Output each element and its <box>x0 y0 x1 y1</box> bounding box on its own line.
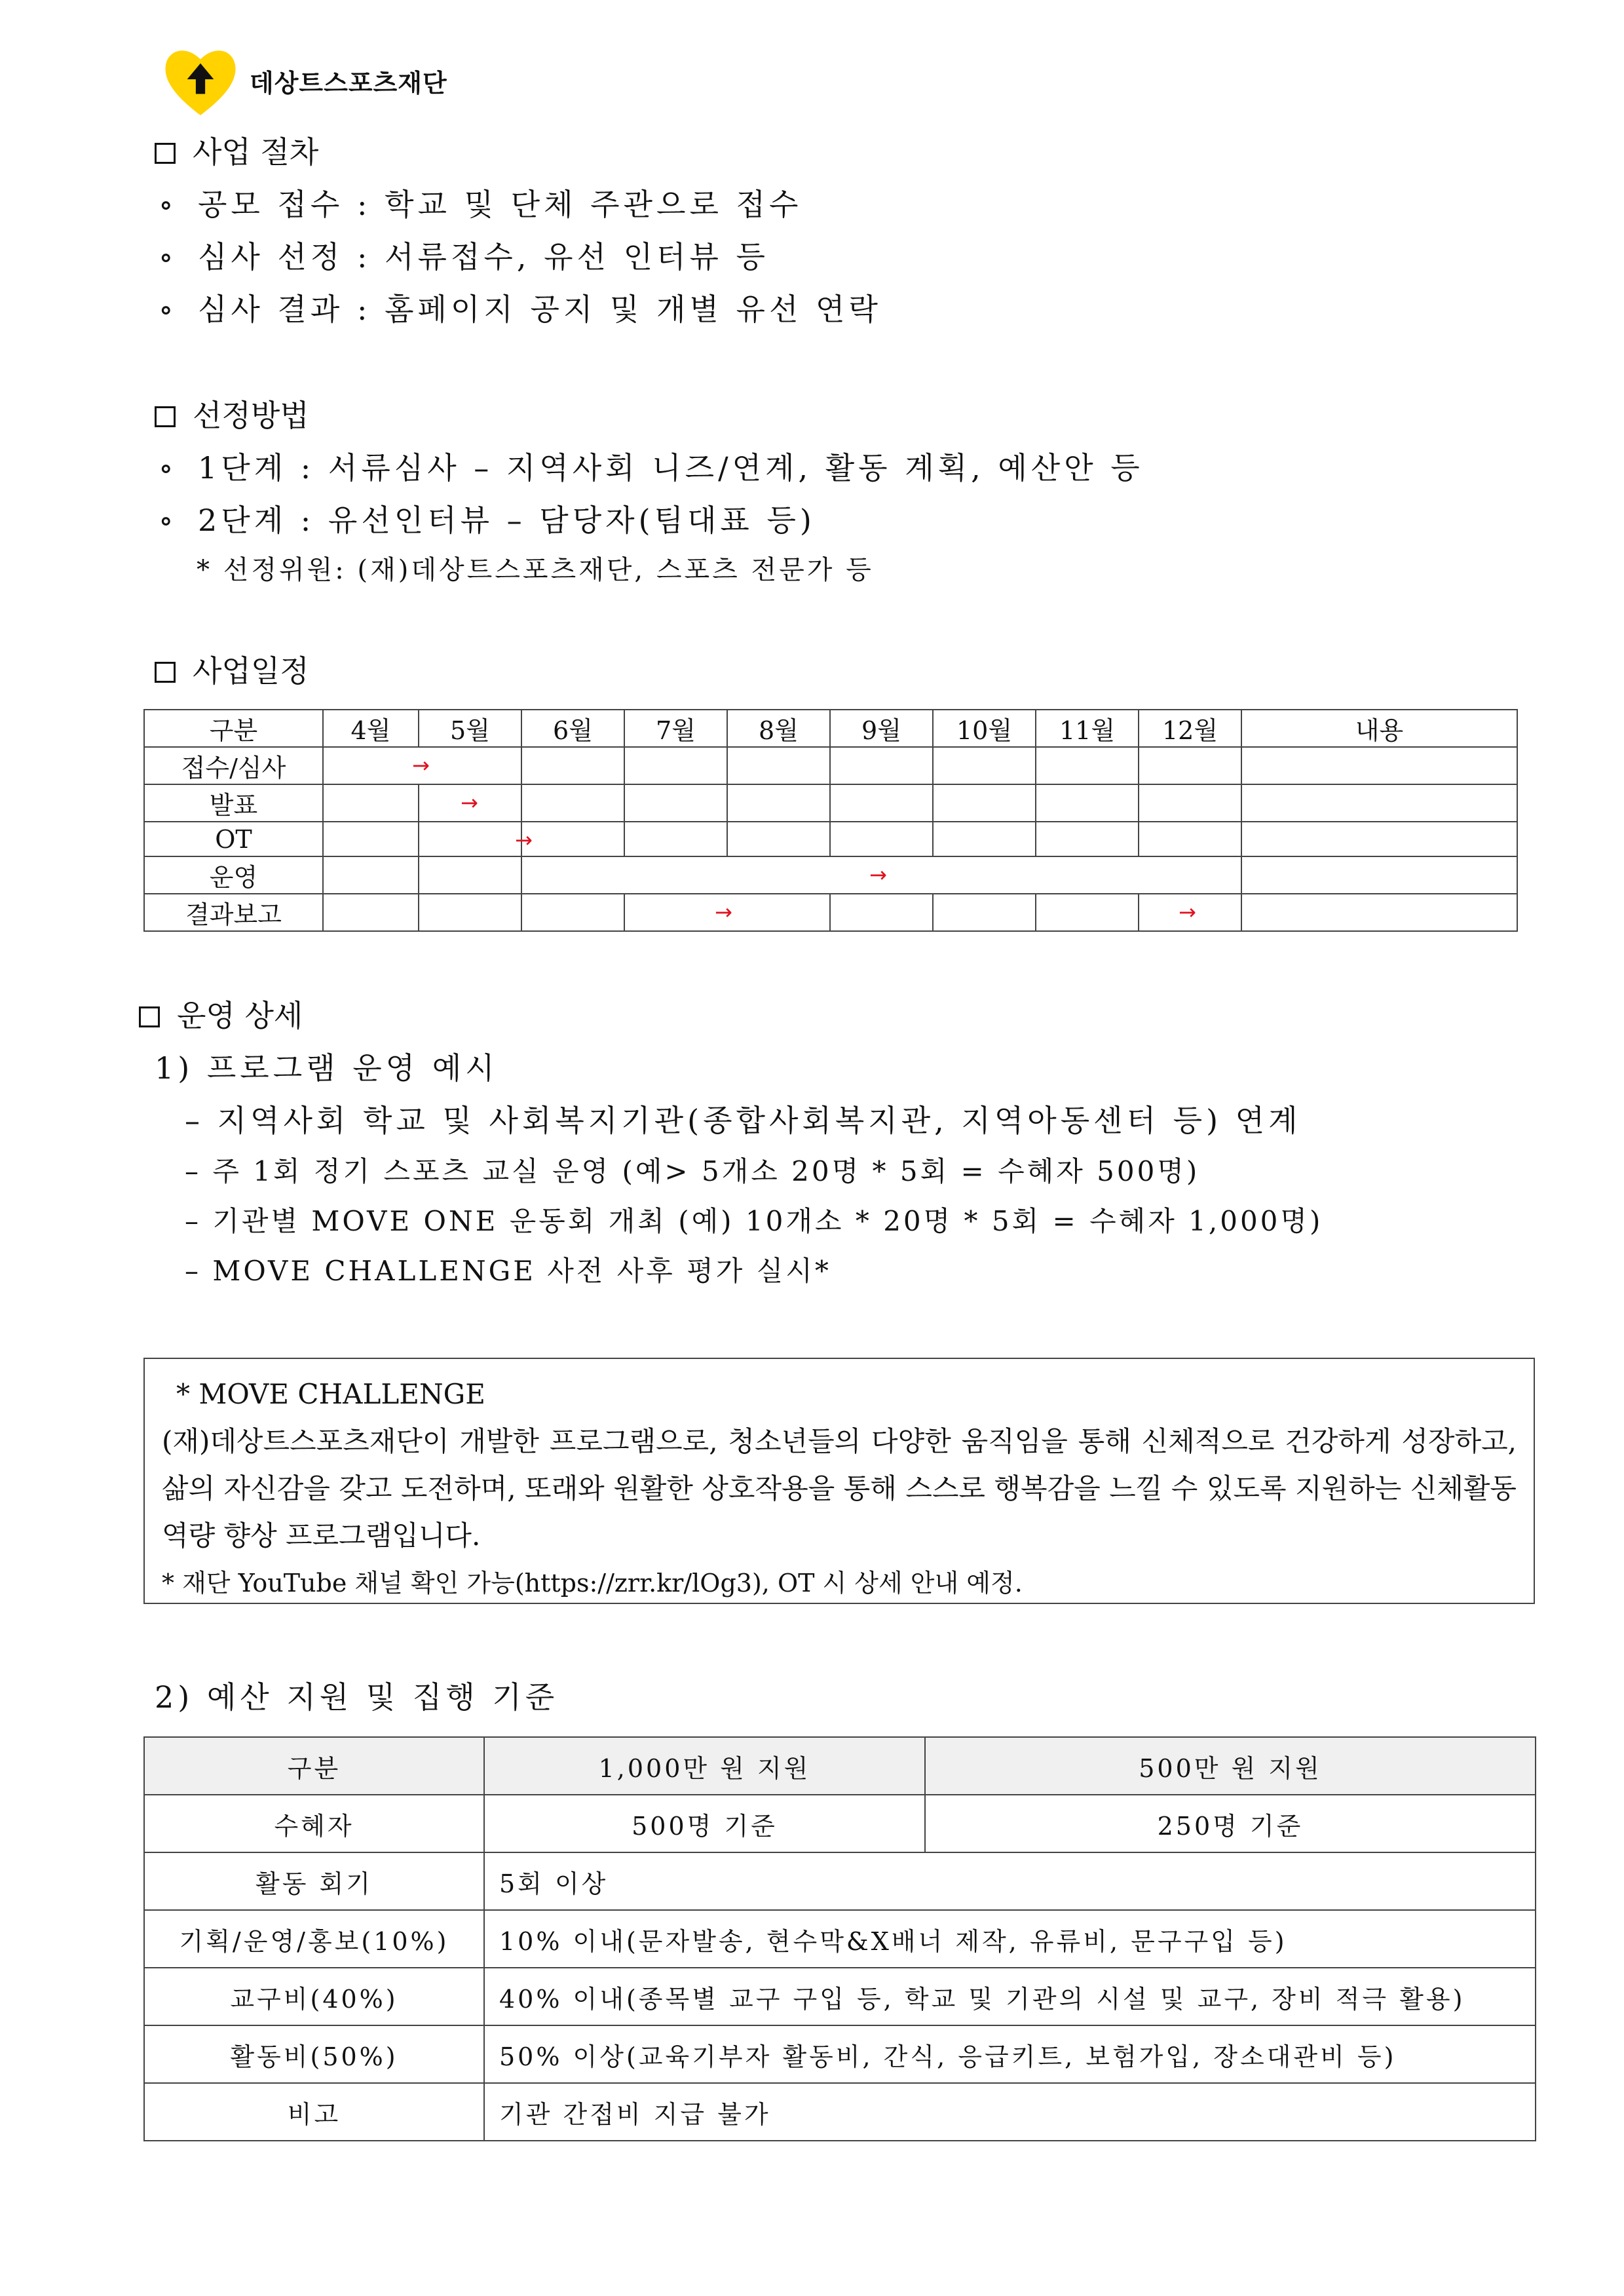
row-label: 운영 <box>144 856 323 894</box>
row-label: 활동 회기 <box>144 1852 484 1910</box>
table-header: 6월 <box>521 710 624 747</box>
callout-body: (재)데상트스포츠재단이 개발한 프로그램으로, 청소년들의 다양한 움직임을 통해 신체적으로 건강하게 성장하고, 삶의 자신감을 갖고 도전하며, 또래와 원활한 상호작용을 통해 스스로 행복감을 느낄 수 있도록 지원하는 신체활동역량 향상 프로그램입니다. <box>162 1425 1517 1552</box>
row-label: 활동비(50%) <box>144 2025 484 2083</box>
table-header: 9월 <box>830 710 933 747</box>
table-row <box>144 747 1517 784</box>
row-label: 비고 <box>144 2083 484 2141</box>
callout-title: * MOVE CHALLENGE <box>176 1378 485 1410</box>
row-label: OT <box>144 822 323 856</box>
timeline-arrow-icon: → <box>1179 900 1196 925</box>
table-row <box>144 1968 1536 2025</box>
checkbox-square-icon <box>155 406 176 427</box>
row-label: 접수/심사 <box>144 747 323 784</box>
row-label: 교구비(40%) <box>144 1968 484 2025</box>
table-row <box>144 822 1517 856</box>
table-header: 12월 <box>1139 710 1241 747</box>
checkbox-square-icon <box>139 1006 160 1027</box>
section-title-operation: 운영 상세 <box>139 996 303 1035</box>
table-row <box>144 894 1517 931</box>
list-item: – MOVE CHALLENGE 사전 사후 평가 실시* <box>185 1255 831 1287</box>
table-header: 구분 <box>144 710 323 747</box>
row-label: 발표 <box>144 784 323 822</box>
checkbox-square-icon <box>155 143 176 164</box>
selection-note: * 선정위원: (재)데상트스포츠재단, 스포츠 전문가 등 <box>197 555 874 585</box>
list-item: ∘ 심사 선정 : 서류접수, 유선 인터뷰 등 <box>159 239 769 275</box>
timeline-arrow-icon: → <box>715 900 732 925</box>
list-item: – 지역사회 학교 및 사회복지기관(종합사회복지관, 지역아동센터 등) 연계 <box>185 1103 1302 1138</box>
table-header-row <box>144 1737 1536 1795</box>
table-header: 4월 <box>323 710 419 747</box>
table-cell: 250명 기준 <box>925 1795 1536 1852</box>
timeline-arrow-icon: → <box>515 828 533 852</box>
schedule-cell <box>515 822 624 856</box>
table-row <box>144 1852 1536 1910</box>
table-cell: 500명 기준 <box>484 1795 925 1852</box>
schedule-table <box>143 709 1518 932</box>
table-row <box>144 2025 1536 2083</box>
table-header: 7월 <box>624 710 727 747</box>
table-header-row <box>144 710 1517 747</box>
table-row <box>144 856 1517 894</box>
table-cell: 기관 간접비 지급 불가 <box>484 2083 1536 2141</box>
list-item: ∘ 1단계 : 서류심사 – 지역사회 니즈/연계, 활동 계획, 예산안 등 <box>159 450 1144 486</box>
schedule-span <box>323 747 521 784</box>
schedule-span <box>521 856 1241 894</box>
table-header: 10월 <box>933 710 1036 747</box>
list-item: ∘ 공모 접수 : 학교 및 단체 주관으로 접수 <box>159 187 803 222</box>
move-challenge-callout <box>143 1358 1535 1604</box>
list-item: ∘ 심사 결과 : 홈페이지 공지 및 개별 유선 연락 <box>159 292 882 327</box>
row-label: 기획/운영/홍보(10%) <box>144 1910 484 1968</box>
table-header: 구분 <box>144 1737 484 1795</box>
subsection-title: 1) 프로그램 운영 예시 <box>155 1050 499 1086</box>
table-cell: 5회 이상 <box>484 1852 1536 1910</box>
schedule-cell <box>1139 894 1241 931</box>
checkbox-square-icon <box>155 662 176 683</box>
row-label: 수혜자 <box>144 1795 484 1852</box>
subsection-title: 2) 예산 지원 및 집행 기준 <box>155 1679 559 1715</box>
heart-arrow-logo-icon <box>161 41 240 121</box>
section-title-selection: 선정방법 <box>155 396 309 435</box>
table-cell: 50% 이상(교육기부자 활동비, 간식, 응급키트, 보험가입, 장소대관비 등) <box>484 2025 1536 2083</box>
timeline-arrow-icon: → <box>412 753 430 778</box>
table-header: 11월 <box>1036 710 1139 747</box>
timeline-arrow-icon: → <box>869 862 887 887</box>
table-row <box>144 784 1517 822</box>
table-header: 내용 <box>1241 710 1517 747</box>
foundation-logo <box>161 41 447 121</box>
schedule-cell <box>419 784 521 822</box>
table-cell: 40% 이내(종목별 교구 구입 등, 학교 및 기관의 시설 및 교구, 장비 적극 활용) <box>484 1968 1536 2025</box>
table-row <box>144 1910 1536 1968</box>
table-header: 5월 <box>419 710 521 747</box>
table-row <box>144 2083 1536 2141</box>
table-header: 500만 원 지원 <box>925 1737 1536 1795</box>
table-header: 8월 <box>727 710 830 747</box>
budget-table <box>143 1736 1536 2141</box>
list-item: ∘ 2단계 : 유선인터뷰 – 담당자(팀대표 등) <box>159 503 816 538</box>
section-title-procedure: 사업 절차 <box>155 132 318 172</box>
foundation-name: 데상트스포츠재단 <box>250 68 447 98</box>
timeline-arrow-icon: → <box>461 790 478 815</box>
table-header: 1,000만 원 지원 <box>484 1737 925 1795</box>
list-item: – 주 1회 정기 스포츠 교실 운영 (예> 5개소 20명 * 5회 = 수혜자 500명) <box>185 1155 1200 1187</box>
section-title-schedule: 사업일정 <box>155 651 309 691</box>
table-cell: 10% 이내(문자발송, 현수막&X배너 제작, 유류비, 문구구입 등) <box>484 1910 1536 1968</box>
list-item: – 기관별 MOVE ONE 운동회 개최 (예) 10개소 * 20명 * 5회 = 수혜자 1,000명) <box>185 1205 1323 1237</box>
callout-footnote: * 재단 YouTube 채널 확인 가능(https://zrr.kr/lOg3), OT 시 상세 안내 예정. <box>162 1569 1023 1598</box>
table-row <box>144 1795 1536 1852</box>
row-label: 결과보고 <box>144 894 323 931</box>
schedule-span <box>624 894 830 931</box>
